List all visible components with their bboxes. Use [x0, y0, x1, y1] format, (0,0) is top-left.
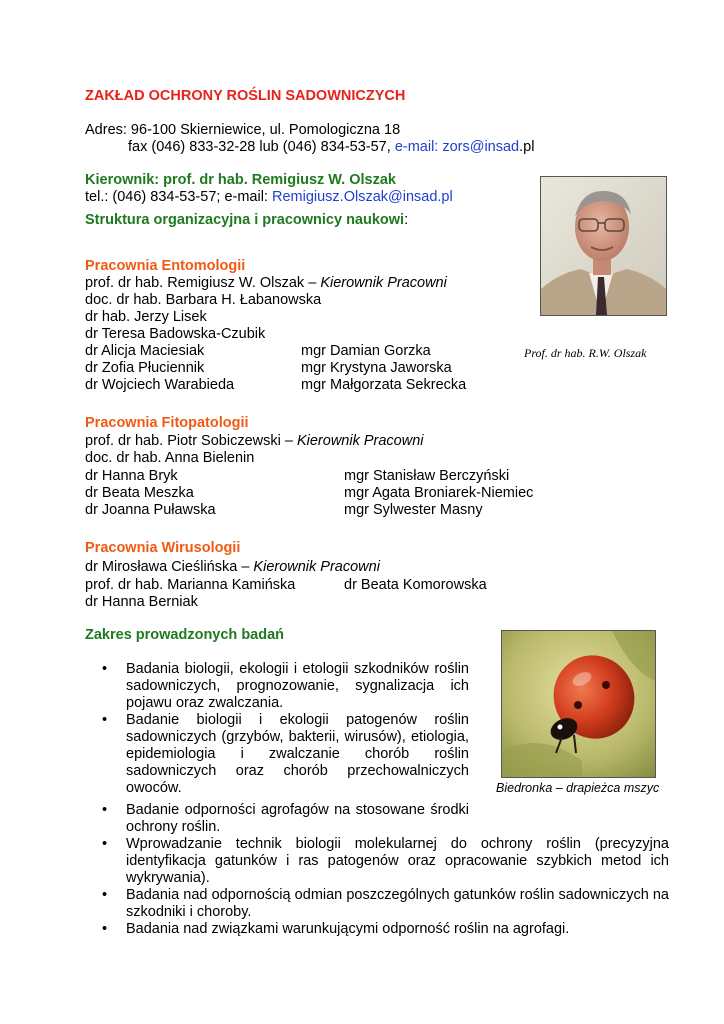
- list-item: dr Beata Meszka: [85, 485, 194, 501]
- phytopathology-head: [85, 433, 424, 450]
- list-item: mgr Stanisław Berczyński: [344, 468, 510, 484]
- entomology-head: [85, 275, 447, 292]
- entomology-head-name: prof. dr hab. Remigiusz W. Olszak –: [85, 275, 321, 291]
- portrait-caption: Prof. dr hab. R.W. Olszak: [524, 346, 647, 360]
- virology-head: [85, 559, 380, 576]
- list-item: • Badania nad odpornością odmian poszczególnych gatunków roślin sadowniczych na szkodniki i choroby.: [85, 887, 669, 921]
- entomology-head-role: Kierownik Pracowni: [320, 275, 447, 291]
- fax-line: [128, 139, 534, 156]
- phytopathology-heading: Pracownia Fitopatologii: [85, 415, 249, 431]
- list-item: mgr Krystyna Jaworska: [301, 360, 452, 376]
- list-item: • Badanie odporności agrofagów na stosowane środki ochrony roślin.: [85, 802, 669, 836]
- email-domain-suffix: .pl: [519, 139, 535, 155]
- ladybird-caption: Biedronka – drapieżca mszyc: [496, 781, 660, 795]
- fax-text: fax (046) 833-32-28 lub (046) 834-53-57,: [128, 139, 395, 155]
- list-item: • Wprowadzanie technik biologii molekularnej do ochrony roślin (precyzyjna identyfikacja gatunków i ras patogenów oraz opracowanie szybkich metod ich wykrywania).: [85, 836, 669, 887]
- virology-head-name: dr Mirosława Cieślińska –: [85, 559, 254, 575]
- list-item: • Badania nad związkami warunkującymi odporność roślin na agrofagi.: [85, 921, 669, 938]
- page-title: ZAKŁAD OCHRONY ROŚLIN SADOWNICZYCH: [85, 88, 406, 104]
- list-item: dr Alicja Maciesiak: [85, 343, 205, 359]
- structure-heading: Struktura organizacyjna i pracownicy naukowi: [85, 212, 405, 228]
- head-contact-line: [85, 189, 453, 206]
- structure-colon: :: [404, 212, 409, 228]
- list-item: • Badania biologii, ekologii i etologii szkodników roślin sadowniczych, prognozowanie, sygnalizacja ich pojawu oraz zwalczania.: [85, 661, 469, 712]
- head-email-link[interactable]: Remigiusz.Olszak@insad.pl: [271, 189, 453, 205]
- list-item: dr hab. Jerzy Lisek: [85, 309, 207, 325]
- list-item: mgr Małgorzata Sekrecka: [301, 377, 467, 393]
- list-item: dr Beata Komorowska: [344, 577, 487, 593]
- entomology-heading: Pracownia Entomologii: [85, 258, 246, 274]
- list-item: dr Teresa Badowska-Czubik: [85, 326, 266, 342]
- list-item: prof. dr hab. Marianna Kamińska: [85, 577, 296, 593]
- scope-list-wide: [85, 802, 669, 938]
- virology-heading: Pracownia Wirusologii: [85, 540, 241, 556]
- virology-head-role: Kierownik Pracowni: [253, 559, 380, 575]
- scope-list-narrow: [85, 661, 469, 797]
- list-item: dr Wojciech Warabieda: [85, 377, 235, 393]
- head-phone: tel.: (046) 834-53-57; e-mail:: [85, 189, 272, 205]
- institute-email-link[interactable]: e-mail: zors@insad: [394, 139, 520, 155]
- department-head: Kierownik: prof. dr hab. Remigiusz W. Olszak: [85, 172, 396, 188]
- list-item: dr Zofia Płuciennik: [85, 360, 205, 376]
- list-item: mgr Agata Broniarek-Niemiec: [344, 485, 534, 501]
- ladybird-photo: [501, 630, 656, 778]
- structure-heading-line: [85, 212, 408, 229]
- list-item: dr Hanna Bryk: [85, 468, 178, 484]
- list-item: dr Joanna Puławska: [85, 502, 216, 518]
- list-item: mgr Sylwester Masny: [344, 502, 483, 518]
- list-item: doc. dr hab. Anna Bielenin: [85, 450, 255, 466]
- list-item: doc. dr hab. Barbara H. Łabanowska: [85, 292, 322, 308]
- scope-heading: Zakres prowadzonych badań: [85, 627, 285, 643]
- phytopathology-head-role: Kierownik Pracowni: [296, 433, 424, 449]
- phytopathology-head-name: prof. dr hab. Piotr Sobiczewski –: [85, 433, 297, 449]
- list-item: dr Hanna Berniak: [85, 594, 198, 610]
- list-item: • Badanie biologii i ekologii patogenów roślin sadowniczych (grzybów, bakterii, wirusów), etiologia, epidemiologia i zwalczanie chorób roślin sadowniczych oraz chorób przechowalniczych owoców.: [85, 712, 469, 797]
- portrait-photo: [540, 176, 667, 316]
- list-item: mgr Damian Gorzka: [301, 343, 431, 359]
- address-line: Adres: 96-100 Skierniewice, ul. Pomologiczna 18: [85, 122, 401, 138]
